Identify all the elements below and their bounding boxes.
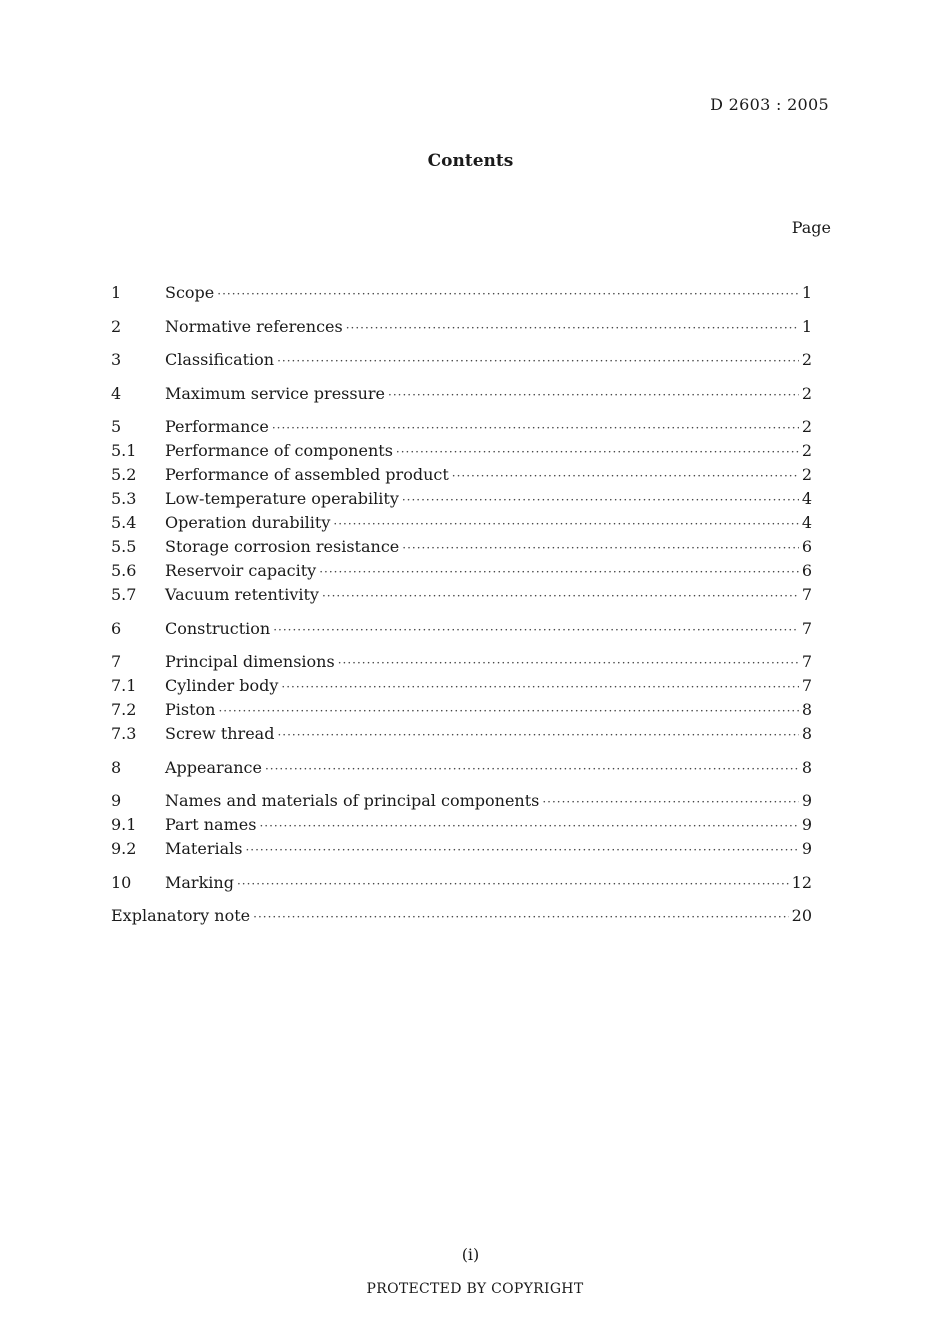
toc-entry-number: 4	[111, 383, 122, 403]
toc-entry-title: Names and materials of principal components	[165, 791, 540, 810]
toc-entry-number: 5.5	[111, 537, 137, 556]
dot-leader	[396, 445, 799, 459]
dot-leader	[452, 469, 799, 483]
toc-entry-number: 9.1	[111, 815, 137, 834]
dot-leader	[338, 656, 799, 670]
footer-page-number: (i)	[461, 1245, 480, 1264]
toc-entry-title: Cylinder body	[165, 676, 279, 695]
toc-entry[interactable]	[111, 417, 812, 441]
toc-entry-title: Vacuum retentivity	[165, 585, 319, 604]
toc-entry-number: 9	[111, 791, 122, 810]
toc-entry-title: Reservoir capacity	[165, 561, 317, 580]
toc-entry-number: 7.1	[111, 676, 137, 695]
dot-leader	[346, 321, 799, 335]
toc-entry-page: 4	[801, 489, 812, 508]
toc-entry-page: 1	[801, 316, 812, 336]
toc-entry-page: 8	[801, 757, 812, 777]
toc-entry[interactable]	[111, 561, 812, 585]
dot-leader	[281, 680, 798, 694]
toc-entry[interactable]	[111, 513, 812, 537]
toc-entry[interactable]	[111, 384, 812, 408]
toc-entry-title: Piston	[165, 700, 216, 719]
dot-leader	[259, 819, 798, 833]
toc-entry-number: 5	[111, 417, 122, 436]
dot-leader	[277, 354, 799, 368]
dot-leader	[322, 589, 799, 603]
toc-entry-explanatory-note[interactable]	[111, 906, 812, 930]
dot-leader	[217, 287, 799, 301]
table-of-contents	[111, 283, 812, 930]
toc-entry-number: 7.2	[111, 700, 137, 719]
toc-entry-title: Normative references	[165, 316, 343, 336]
toc-entry-title: Marking	[165, 872, 234, 892]
toc-entry[interactable]	[111, 676, 812, 700]
toc-entry-title: Classification	[165, 350, 275, 369]
dot-leader	[237, 877, 789, 891]
toc-entry-number: 5.2	[111, 465, 137, 484]
toc-entry[interactable]	[111, 839, 812, 863]
document-id: D 2603 : 2005	[710, 95, 829, 114]
toc-entry[interactable]	[111, 585, 812, 609]
toc-entry-title: Explanatory note	[111, 906, 251, 925]
toc-entry-title: Scope	[165, 283, 215, 302]
toc-entry[interactable]	[111, 441, 812, 465]
toc-entry-title: Low-temperature operability	[165, 489, 399, 508]
toc-entry-title: Performance	[165, 417, 269, 436]
toc-entry-page: 2	[801, 465, 812, 484]
toc-entry-number: 5.7	[111, 585, 137, 604]
toc-entry-title: Appearance	[165, 757, 262, 777]
toc-entry-title: Materials	[165, 839, 243, 858]
dot-leader	[402, 493, 799, 507]
toc-entry[interactable]	[111, 489, 812, 513]
toc-entry[interactable]	[111, 350, 812, 374]
dot-leader	[333, 517, 798, 531]
toc-entry-number: 6	[111, 618, 122, 638]
toc-entry[interactable]	[111, 537, 812, 561]
dot-leader	[265, 762, 799, 776]
toc-entry-number: 8	[111, 757, 122, 777]
dot-leader	[245, 843, 798, 857]
toc-entry[interactable]	[111, 873, 812, 897]
toc-entry[interactable]	[111, 758, 812, 782]
dot-leader	[319, 565, 799, 579]
toc-entry-number: 1	[111, 283, 122, 302]
toc-entry[interactable]	[111, 791, 812, 815]
toc-entry-page: 12	[791, 872, 812, 892]
toc-entry-page: 7	[801, 676, 812, 695]
dot-leader	[542, 795, 798, 809]
dot-leader	[273, 623, 799, 637]
toc-entry-number: 5.3	[111, 489, 137, 508]
toc-entry-number: 5.6	[111, 561, 137, 580]
toc-entry[interactable]	[111, 465, 812, 489]
dot-leader	[402, 541, 799, 555]
toc-entry-title: Principal dimensions	[165, 652, 335, 671]
toc-entry-title: Performance of assembled product	[165, 465, 449, 484]
toc-entry-page: 4	[801, 513, 812, 532]
toc-entry-page: 7	[801, 618, 812, 638]
toc-entry-number: 10	[111, 872, 132, 892]
toc-entry-title: Storage corrosion resistance	[165, 537, 400, 556]
toc-entry[interactable]	[111, 724, 812, 748]
toc-entry[interactable]	[111, 815, 812, 839]
dot-leader	[218, 704, 798, 718]
toc-entry-title: Performance of components	[165, 441, 393, 460]
toc-entry-number: 7.3	[111, 724, 137, 743]
toc-entry-page: 2	[801, 417, 812, 436]
toc-entry-page: 9	[801, 839, 812, 858]
toc-entry-page: 2	[801, 383, 812, 403]
toc-entry-page: 8	[801, 700, 812, 719]
toc-entry-number: 7	[111, 652, 122, 671]
dot-leader	[253, 910, 789, 924]
toc-entry-page: 20	[791, 906, 812, 925]
toc-entry-page: 2	[801, 441, 812, 460]
toc-entry-page: 1	[801, 283, 812, 302]
toc-entry-number: 5.4	[111, 513, 137, 532]
toc-entry[interactable]	[111, 619, 812, 643]
toc-entry[interactable]	[111, 317, 812, 341]
toc-entry-page: 8	[801, 724, 812, 743]
toc-entry-number: 5.1	[111, 441, 137, 460]
toc-entry-number: 2	[111, 316, 122, 336]
toc-entry[interactable]	[111, 700, 812, 724]
toc-entry-number: 3	[111, 350, 122, 369]
toc-entry-page: 7	[801, 585, 812, 604]
page-column-label: Page	[791, 218, 831, 237]
toc-entry-page: 7	[801, 652, 812, 671]
dot-leader	[272, 421, 799, 435]
toc-entry-title: Operation durability	[165, 513, 331, 532]
toc-entry-page: 6	[801, 537, 812, 556]
toc-entry-page: 9	[801, 815, 812, 834]
page-title: Contents	[427, 151, 514, 171]
toc-entry-page: 2	[801, 350, 812, 369]
toc-entry-page: 6	[801, 561, 812, 580]
toc-entry-title: Part names	[165, 815, 257, 834]
toc-entry-title: Construction	[165, 618, 271, 638]
toc-entry-number: 9.2	[111, 839, 137, 858]
toc-entry-title: Maximum service pressure	[165, 383, 385, 403]
dot-leader	[277, 728, 798, 742]
toc-entry-page: 9	[801, 791, 812, 810]
toc-entry-title: Screw thread	[165, 724, 275, 743]
footer-copyright: PROTECTED BY COPYRIGHT	[366, 1281, 584, 1297]
dot-leader	[388, 388, 799, 402]
toc-entry[interactable]	[111, 652, 812, 676]
toc-entry[interactable]	[111, 283, 812, 307]
